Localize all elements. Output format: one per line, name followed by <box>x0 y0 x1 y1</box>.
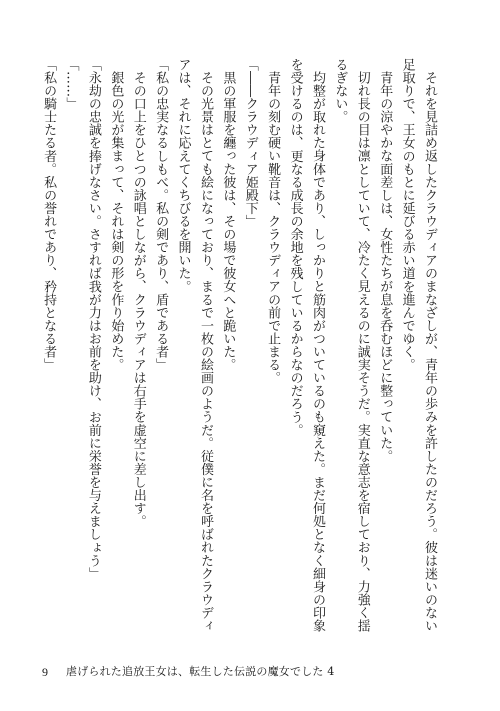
paragraph: 青年の刻む硬い靴音は、クラウディアの前で止まる。 <box>265 71 281 385</box>
paragraph: 均整が取れた身体であり、しっかりと筋肉がついているのも窺えた。まだ何処となく細身の印象を受けるのは、更なる成長の余地を残しているからなのだろう。 <box>287 58 325 633</box>
page-number: 9 <box>42 665 48 679</box>
dialogue-line: 「私の忠実なるしもべ。私の剣であり、盾である者」 <box>153 58 169 372</box>
paragraph: 黒の軍服を纏った彼は、その場で彼女へと跪いた。 <box>220 71 236 372</box>
body-text <box>40 58 440 636</box>
dialogue-line: 「――クラウディア姫殿下」 <box>242 58 258 228</box>
paragraph: その光景はとても絵になっており、まるで一枚の絵画のようだ。従僕に名を呼ばれたクラウディアは、それに応えてくちびるを開いた。 <box>175 58 213 633</box>
paragraph: 切れ長の目は凛としていて、冷たく見えるのに誠実そうだ。実直な意志を宿しており、力強く揺るぎない。 <box>332 58 370 633</box>
page-footer <box>0 664 500 680</box>
paragraph: その口上をひとつの詠唱としながら、クラウディアは右手を虚空に差し出す。 <box>130 71 146 528</box>
paragraph: 銀色の光が集まって、それは剣の形を作り始めた。 <box>108 71 124 372</box>
dialogue-line: 「私の騎士たる者。私の誉れであり、矜持となる者」 <box>41 58 57 372</box>
running-title: 虐げられた追放王女は、転生した伝説の魔女でした 4 <box>66 665 335 678</box>
paragraph: 青年の涼やかな面差しは、女性たちが息を呑むほどに整っていた。 <box>377 71 393 463</box>
paragraph: それを見詰め返したクラウディアのまなざしが、青年の歩みを許したのだろう。彼は迷いのない足取りで、王女のもとに延びる赤い道を進んでゆく。 <box>399 58 437 633</box>
dialogue-line: 「永劫の忠誠を捧げなさい。さすれば我が力はお前を助け、お前に栄誉を与えましょう」 <box>85 58 101 580</box>
dialogue-line: 「……」 <box>63 58 79 111</box>
